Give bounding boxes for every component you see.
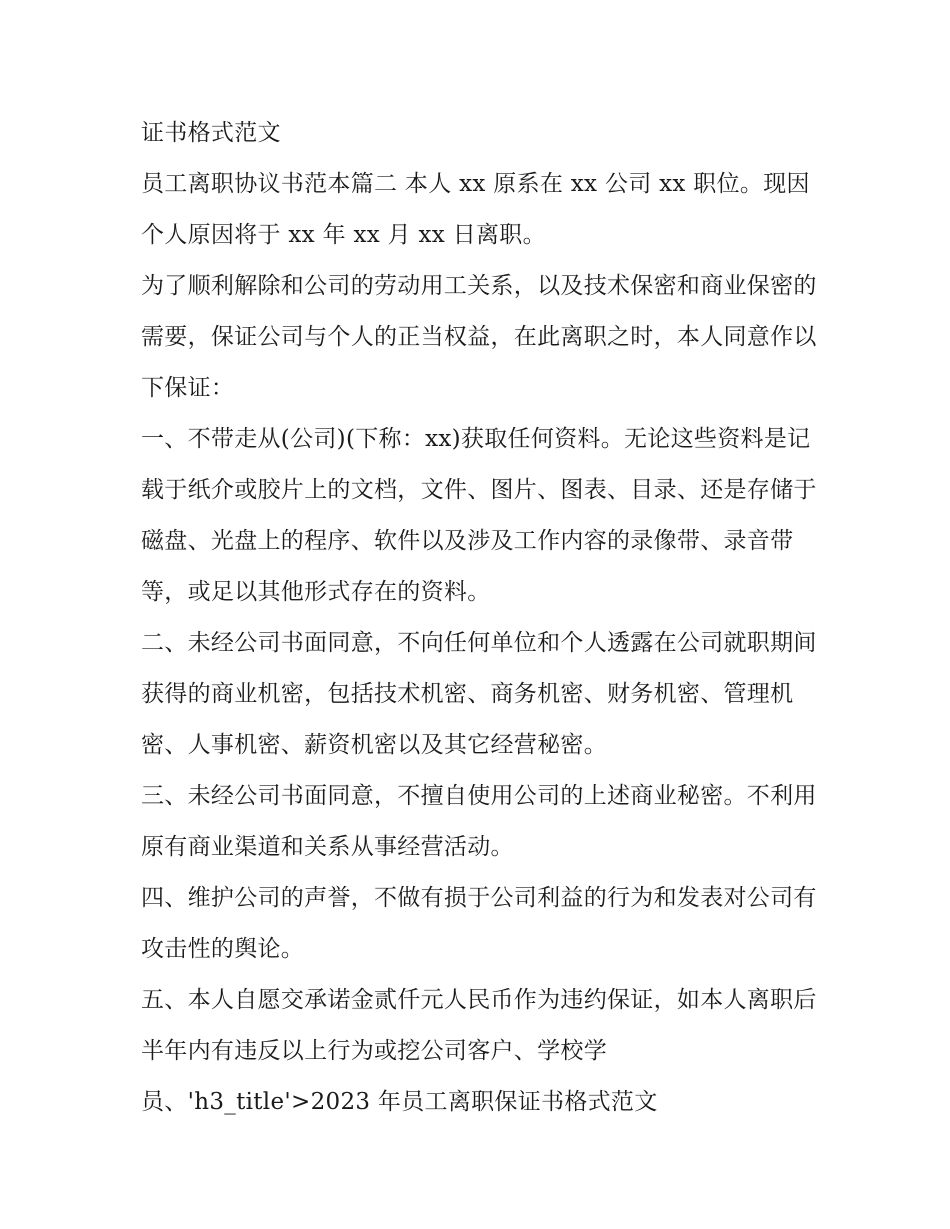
paragraph-item-5: 五、本人自愿交承诺金贰仟元人民币作为违约保证，如本人离职后半年内有违反以上行为或挖公司客户、学校学 bbox=[141, 987, 817, 1064]
document-body bbox=[141, 108, 821, 1128]
paragraph-purpose: 为了顺利解除和公司的劳动用工关系，以及技术保密和商业保密的需要，保证公司与个人的正当权益，在此离职之时，本人同意作以下保证： bbox=[141, 273, 817, 401]
paragraph-intro: 员工离职协议书范本篇二 本人 xx 原系在 xx 公司 xx 职位。现因个人原因将于 xx 年 xx 月 xx 日离职。 bbox=[141, 171, 810, 248]
paragraph-item-3: 三、未经公司书面同意，不擅自使用公司的上述商业秘密。不利用原有商业渠道和关系从事经营活动。 bbox=[141, 783, 817, 860]
paragraph-heading: 证书格式范文 bbox=[141, 120, 281, 146]
paragraph-item-2: 二、未经公司书面同意，不向任何单位和个人透露在公司就职期间获得的商业机密，包括技术机密、商务机密、财务机密、管理机密、人事机密、薪资机密以及其它经营秘密。 bbox=[141, 630, 817, 758]
paragraph-trailing: 员、'h3_title'>2023 年员工离职保证书格式范文 bbox=[141, 1089, 658, 1115]
paragraph-item-4: 四、维护公司的声誉，不做有损于公司利益的行为和发表对公司有攻击性的舆论。 bbox=[141, 885, 817, 962]
paragraph-item-1: 一、不带走从(公司)(下称：xx)获取任何资料。无论这些资料是记载于纸介或胶片上的文档，文件、图片、图表、目录、还是存储于磁盘、光盘上的程序、软件以及涉及工作内容的录像带、录音带等，或足以其他形式存在的资料。 bbox=[141, 426, 817, 605]
